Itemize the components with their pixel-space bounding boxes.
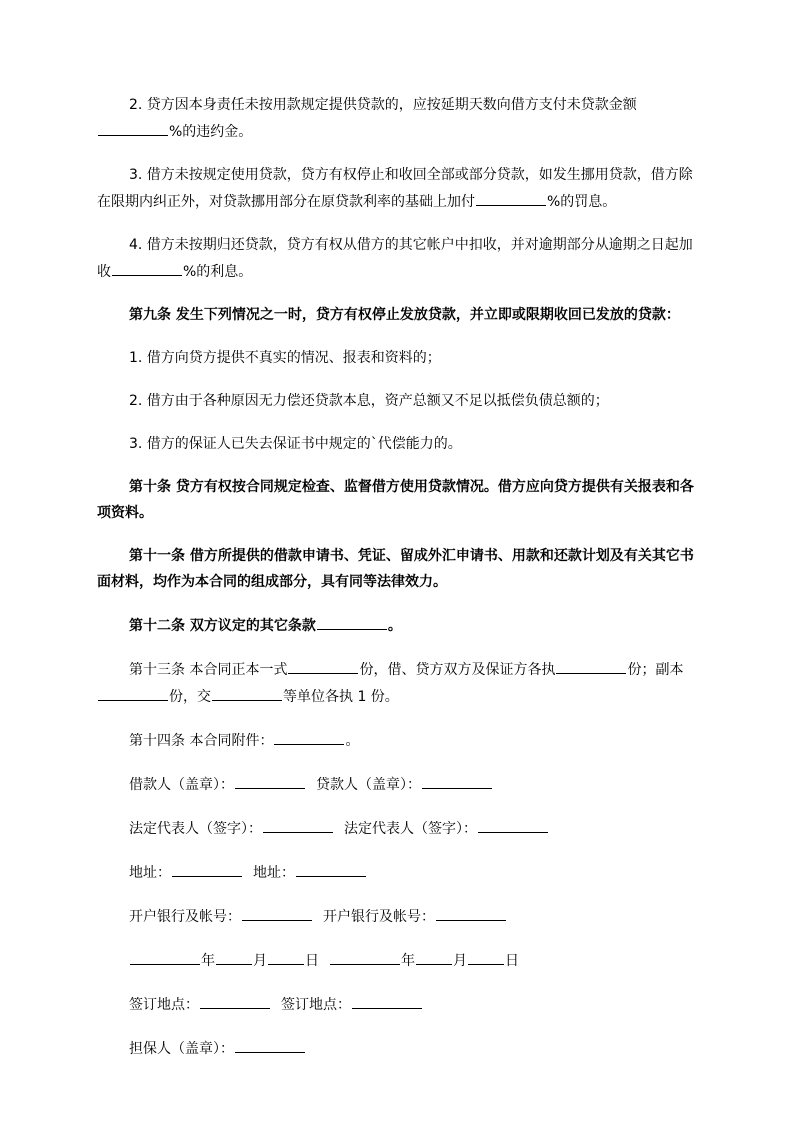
- address-field[interactable]: [296, 859, 366, 877]
- clause-text: %的利息。: [183, 264, 253, 280]
- clause-text: 第十三条 本合同正本一式: [129, 662, 288, 678]
- legal-rep-field[interactable]: [263, 815, 333, 833]
- day-label: 日: [505, 953, 519, 969]
- blank-field[interactable]: [98, 118, 168, 136]
- clause-text: %的罚息。: [547, 194, 617, 210]
- clause-text: 第十二条 双方议定的其它条款: [129, 618, 316, 634]
- bank-label: 开户银行及帐号：: [323, 909, 435, 925]
- clause-9-item-3: 3. 借方的保证人已失去保证书中规定的`代偿能力的。: [129, 436, 462, 452]
- clause-8-item-3: [97, 162, 702, 215]
- lender-seal-label: 贷款人（盖章）：: [316, 777, 421, 793]
- signature-date-row: [97, 947, 702, 974]
- day-field[interactable]: [268, 947, 304, 965]
- signature-seal-row: [97, 771, 702, 798]
- address-label: 地址：: [129, 865, 171, 881]
- legal-rep-field[interactable]: [478, 815, 548, 833]
- place-label: 签订地点：: [129, 997, 199, 1013]
- blank-field[interactable]: [317, 612, 387, 630]
- clause-text: 份，交: [169, 689, 211, 705]
- blank-field[interactable]: [476, 188, 546, 206]
- place-field[interactable]: [200, 991, 270, 1009]
- address-label: 地址：: [253, 865, 295, 881]
- bank-field[interactable]: [242, 903, 312, 921]
- day-field[interactable]: [468, 947, 504, 965]
- clause-text: 份；副本: [627, 662, 684, 678]
- clause-text: 3. 借方未按规定使用贷款，贷方有权停止和收回全部或部分贷款，如发生挪用贷款，借方除在限期内纠正外，对贷款挪用部分在原贷款利率的基础上加付: [97, 167, 693, 210]
- legal-rep-label: 法定代表人（签字）：: [129, 821, 262, 837]
- clause-12: [97, 612, 702, 639]
- blank-field[interactable]: [274, 727, 344, 745]
- month-field[interactable]: [216, 947, 252, 965]
- clause-text: %的违约金。: [169, 124, 253, 140]
- clause-text: 2. 贷方因本身责任未按用款规定提供贷款的，应按延期天数向借方支付未贷款金额: [129, 97, 637, 113]
- bank-label: 开户银行及帐号：: [129, 909, 241, 925]
- clause-13: [97, 656, 702, 710]
- clause-10: 第十条 贷方有权按合同规定检查、监督借方使用贷款情况。借方应向贷方提供有关报表和各项资料。: [97, 479, 694, 521]
- blank-field[interactable]: [212, 683, 282, 701]
- day-label: 日: [305, 953, 319, 969]
- guarantor-seal-field[interactable]: [235, 1035, 305, 1053]
- clause-9-heading: 第九条 发生下列情况之一时，贷方有权停止发放贷款，并立即或限期收回已发放的贷款：: [129, 307, 680, 323]
- clause-8-item-2: [97, 92, 702, 145]
- clause-14: [97, 727, 702, 754]
- place-label: 签订地点：: [281, 997, 351, 1013]
- clause-text: 4. 借方未按期归还贷款，贷方有权从借方的其它帐户中扣收，并对逾期部分从逾期之日起加收: [97, 237, 693, 280]
- lender-seal-field[interactable]: [422, 771, 492, 789]
- signature-bank-row: [97, 903, 702, 930]
- signature-place-row: [97, 991, 702, 1018]
- clause-text: 第十四条 本合同附件：: [129, 733, 274, 749]
- month-label: 月: [253, 953, 267, 969]
- guarantor-seal-label: 担保人（盖章）：: [129, 1041, 234, 1057]
- clause-text: 。: [387, 618, 402, 634]
- bank-field[interactable]: [436, 903, 506, 921]
- clause-8-item-4: [97, 232, 702, 285]
- contract-body: [97, 92, 702, 1079]
- blank-field[interactable]: [556, 656, 626, 674]
- address-field[interactable]: [172, 859, 242, 877]
- year-label: 年: [201, 953, 215, 969]
- legal-rep-label: 法定代表人（签字）：: [344, 821, 477, 837]
- signature-guarantor-row: [97, 1035, 702, 1062]
- clause-text: 份，借、贷方双方及保证方各执: [359, 662, 556, 678]
- clause-9-item-2: 2. 借方由于各种原因无力偿还贷款本息，资产总额又不足以抵偿负债总额的；: [129, 393, 609, 409]
- blank-field[interactable]: [112, 258, 182, 276]
- clause-9-item-1: 1. 借方向贷方提供不真实的情况、报表和资料的；: [129, 350, 441, 366]
- month-field[interactable]: [416, 947, 452, 965]
- blank-field[interactable]: [98, 683, 168, 701]
- clause-text: 。: [345, 733, 360, 749]
- year-label: 年: [401, 953, 415, 969]
- clause-text: 等单位各执 1 份。: [283, 689, 399, 705]
- borrower-seal-field[interactable]: [235, 771, 305, 789]
- signature-legal-rep-row: [97, 815, 702, 842]
- blank-field[interactable]: [288, 656, 358, 674]
- place-field[interactable]: [352, 991, 422, 1009]
- year-field[interactable]: [330, 947, 400, 965]
- signature-address-row: [97, 859, 702, 886]
- month-label: 月: [453, 953, 467, 969]
- year-field[interactable]: [130, 947, 200, 965]
- clause-11: 第十一条 借方所提供的借款申请书、凭证、留成外汇申请书、用款和还款计划及有关其它书面材料，均作为本合同的组成部分，具有同等法律效力。: [97, 548, 694, 590]
- borrower-seal-label: 借款人（盖章）：: [129, 777, 234, 793]
